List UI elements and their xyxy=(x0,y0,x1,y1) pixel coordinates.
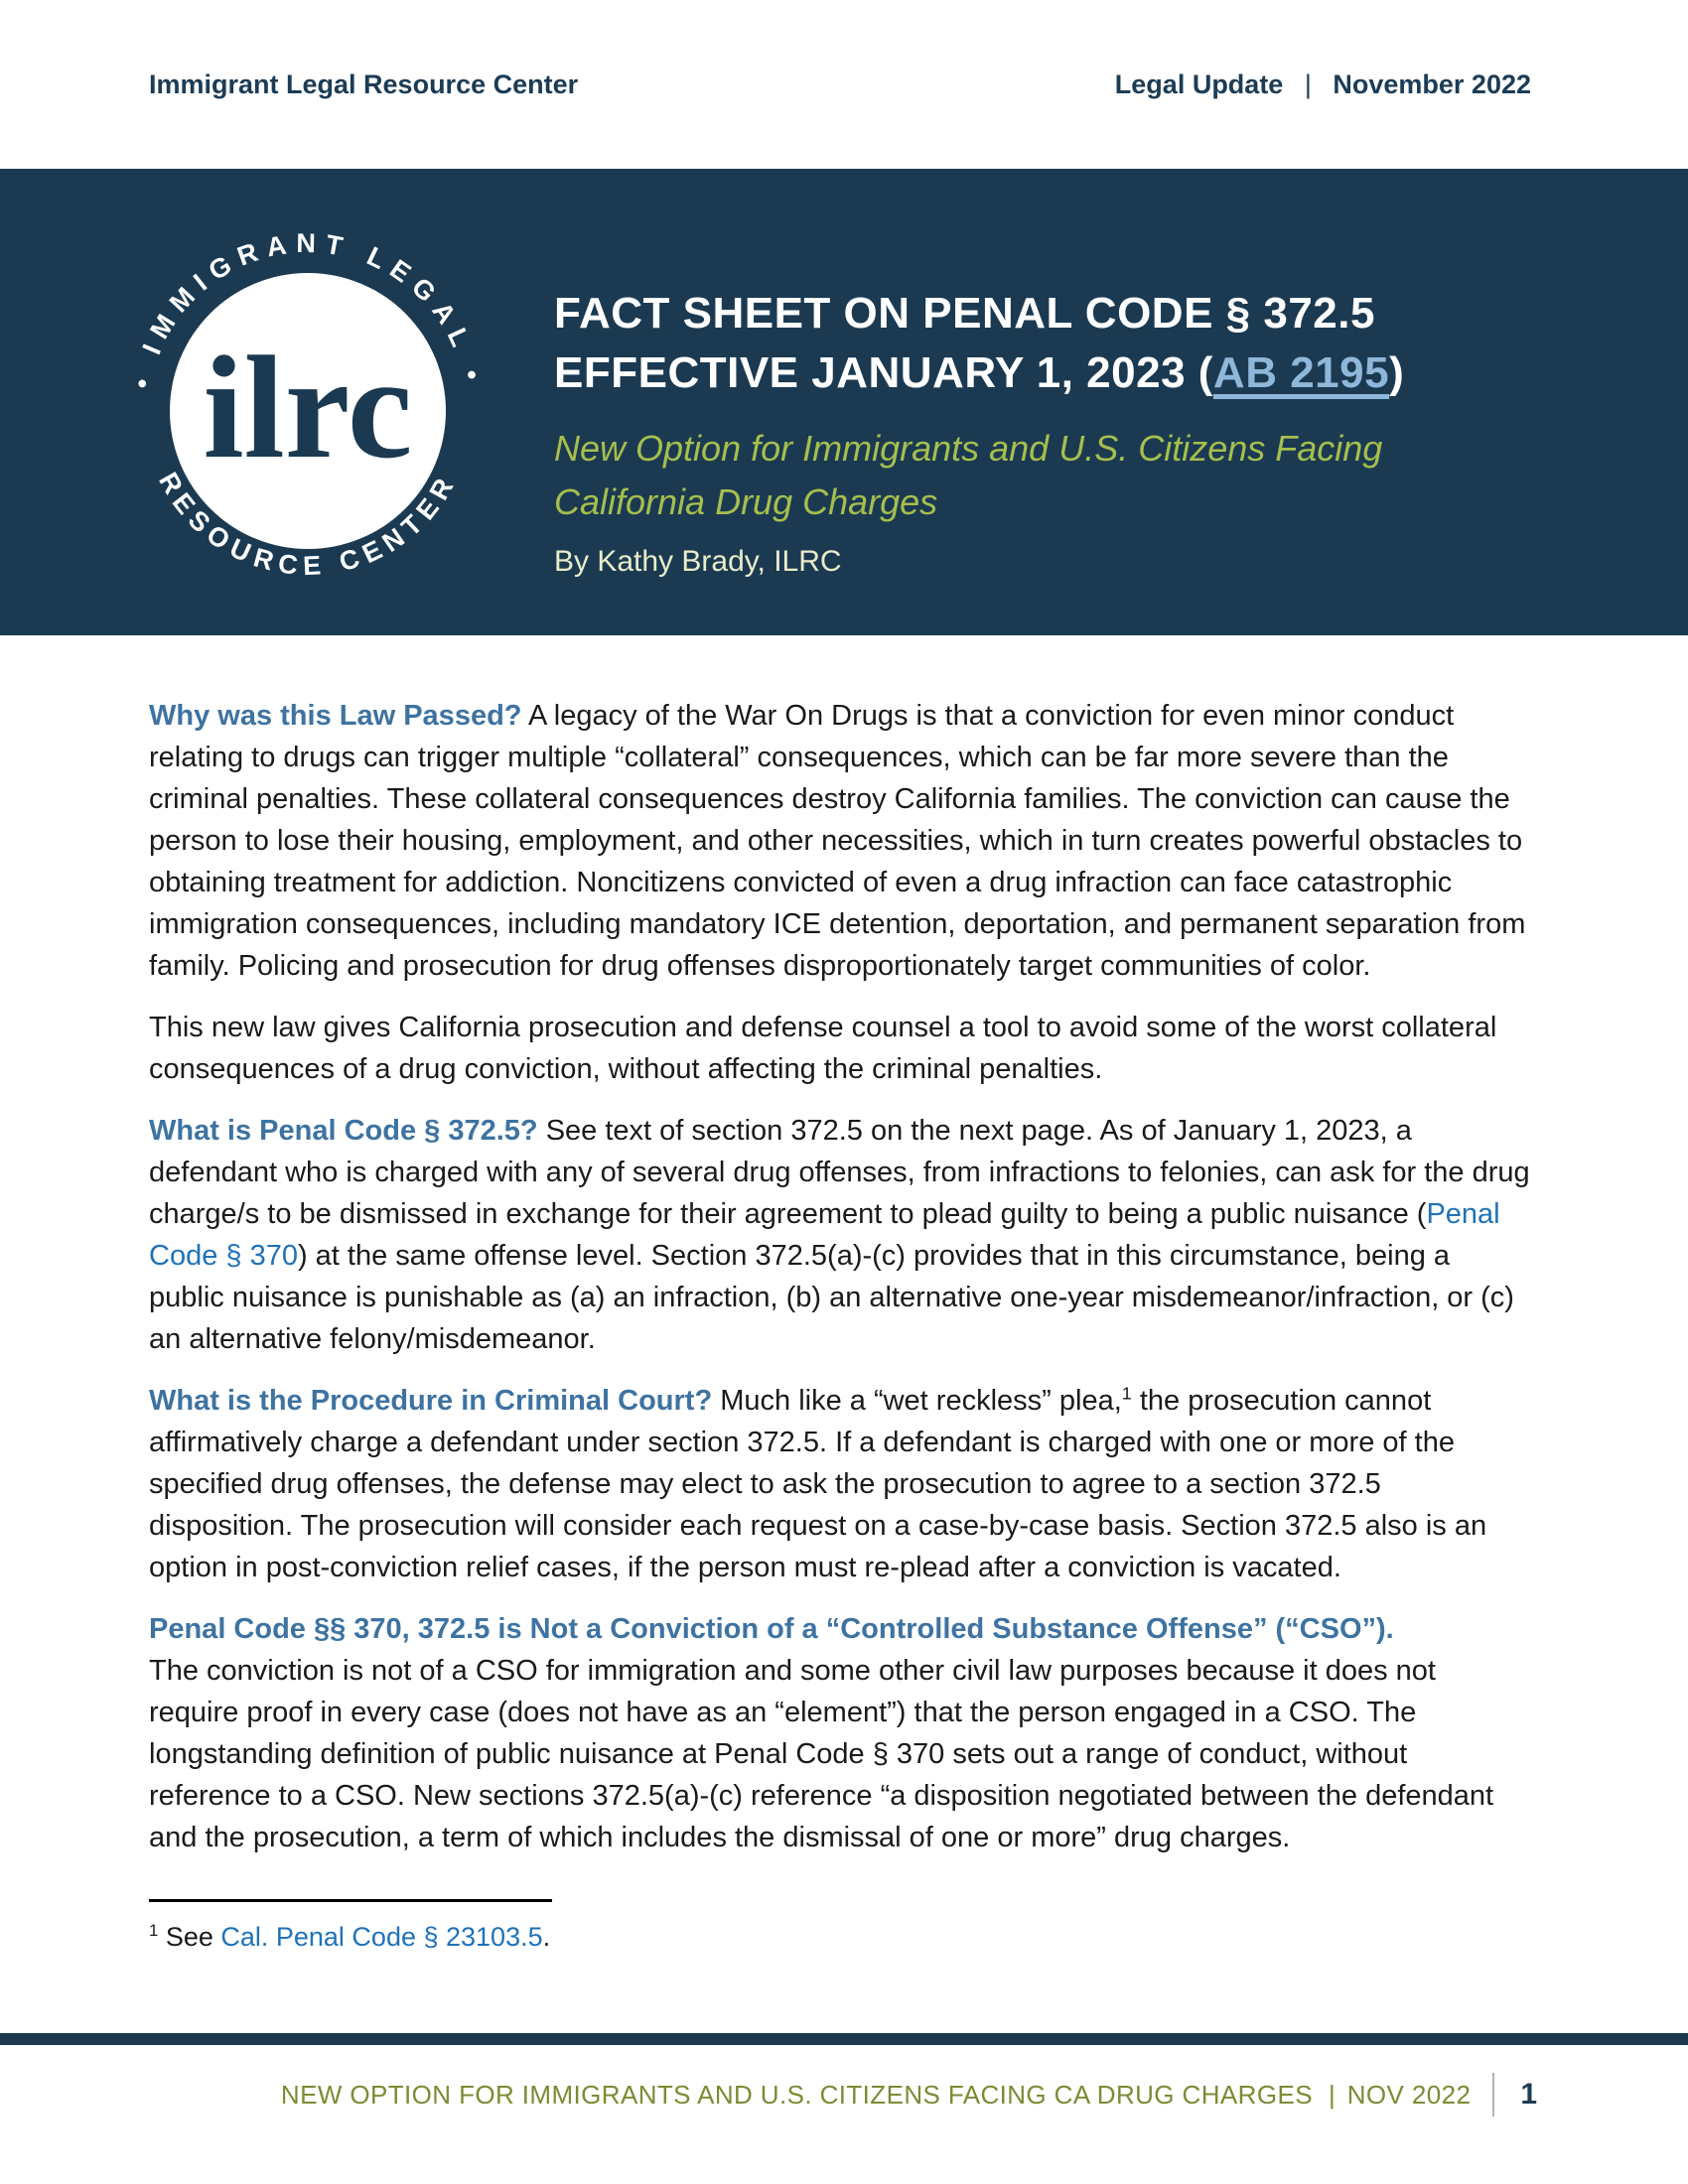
page-number: 1 xyxy=(1520,2078,1537,2111)
paragraph-not-a-cso xyxy=(149,1608,1531,1858)
footnote-reference-1[interactable]: 1 xyxy=(1121,1383,1132,1404)
title-banner xyxy=(0,169,1688,635)
paragraph-new-law-tool xyxy=(149,1007,1531,1090)
title-line-1: FACT SHEET ON PENAL CODE § 372.5 xyxy=(554,289,1375,338)
page-footer xyxy=(281,2073,1537,2116)
byline: By Kathy Brady, ILRC xyxy=(554,545,842,578)
document-title xyxy=(554,284,1557,403)
paragraph-what-is-372-5 xyxy=(149,1110,1531,1360)
paragraph-text: A legacy of the War On Drugs is that a conviction for even minor conduct relating to drugs can trigger multiple “collateral” consequences, which can be far more severe than the criminal penalties. These collateral consequences destroy California families. The conviction can cause the person to lose their housing, employment, and other necessities, which in turn creates powerful obstacles to obtaining treatment for addiction. Noncitizens convicted of even a drug infraction can face catastrophic immigration consequences, including mandatory ICE detention, deportation, and permanent separation from family. Policing and prosecution for drug offenses disproportionately target communities of color. xyxy=(149,700,1526,982)
inline-heading-what-is-372-5: What is Penal Code § 372.5? xyxy=(149,1115,538,1147)
paragraph-text: Much like a “wet reckless” plea, xyxy=(712,1385,1122,1417)
inline-heading-procedure: What is the Procedure in Criminal Court? xyxy=(149,1385,713,1417)
header-separator: | xyxy=(1304,69,1312,99)
footnote-1 xyxy=(149,1918,1043,1956)
paragraph-why-law-passed xyxy=(149,695,1531,987)
paragraph-procedure-criminal-court xyxy=(149,1380,1531,1588)
document-body xyxy=(149,695,1531,1878)
footnote-text: See xyxy=(158,1922,221,1952)
footnote-area xyxy=(149,1899,1043,1956)
org-name: Immigrant Legal Resource Center xyxy=(149,69,579,99)
header-meta xyxy=(1115,69,1531,100)
paragraph-text: The conviction is not of a CSO for immigration and some other civil law purposes because it does not require proof in every case (does not have as an “element”) that the person engaged in a CSO. The longstanding definition of public nuisance at Penal Code § 370 sets out a range of conduct, without reference to a CSO. New sections 372.5(a)-(c) reference “a disposition negotiated between the defendant and the prosecution, a term of which includes the dismissal of one or more” drug charges. xyxy=(149,1655,1494,1853)
paragraph-text: the prosecution cannot affirmatively charge a defendant under section 372.5. If a defendant is charged with one or more of the specified drug offenses, the defense may elect to ask the prosecution to agree to a section 372.5 disposition. The prosecution will consider each request on a case-by-case basis. Section 372.5 also is an option in post-conviction relief cases, if the person must re-plead after a conviction is vacated. xyxy=(149,1385,1487,1583)
logo-ring-bottom-text: RESOURCE CENTER xyxy=(153,467,463,582)
footer-date: NOV 2022 xyxy=(1346,2079,1472,2110)
ab-2195-link[interactable]: AB 2195 xyxy=(1212,348,1390,397)
logo-monogram: ilrc xyxy=(203,327,413,489)
ilrc-logo xyxy=(123,226,492,596)
logo-ring-top-text: • IMMIGRANT LEGAL • xyxy=(126,227,490,391)
inline-heading-not-a-cso: Penal Code §§ 370, 372.5 is Not a Conviction of a “Controlled Substance Offense” (“CSO”). xyxy=(149,1613,1394,1645)
cal-penal-code-23103-link[interactable]: Cal. Penal Code § 23103.5 xyxy=(220,1922,543,1952)
paragraph-text: This new law gives California prosecution and defense counsel a tool to avoid some of the worst collateral consequences of a drug conviction, without affecting the criminal penalties. xyxy=(149,1012,1497,1085)
title-line-2 xyxy=(554,343,1557,403)
banner-text-block xyxy=(554,284,1557,579)
footer-divider xyxy=(1492,2073,1494,2116)
paragraph-text: ) at the same offense level. Section 372.5(a)-(c) provides that in this circumstance, being a public nuisance is punishable as (a) an infraction, (b) an alternative one-year misdemeanor/infraction, or (c) an alternative felony/misdemeanor. xyxy=(149,1240,1514,1355)
footer-separator: | xyxy=(1328,2079,1336,2110)
title-line-2-text: EFFECTIVE JANUARY 1, 2023 ( xyxy=(554,348,1213,397)
footer-title: NEW OPTION FOR IMMIGRANTS AND U.S. CITIZENS FACING CA DRUG CHARGES xyxy=(280,2079,1313,2110)
footnote-period: . xyxy=(542,1922,551,1952)
header-date: November 2022 xyxy=(1333,69,1531,99)
document-subtitle: New Option for Immigrants and U.S. Citizens Facing California Drug Charges xyxy=(554,428,1383,522)
title-line-2-close: ) xyxy=(1389,348,1405,397)
footnote-marker: 1 xyxy=(149,1921,159,1940)
doc-type-label: Legal Update xyxy=(1114,69,1284,99)
paragraph-text: See text of section 372.5 on the next page. As of January 1, 2023, a defendant who is charged with any of several drug offenses, from infractions to felonies, can ask for the drug charge/s to be dismissed in exchange for their agreement to plead guilty to being a public nuisance ( xyxy=(149,1115,1530,1230)
inline-heading-why-law-passed: Why was this Law Passed? xyxy=(149,700,522,732)
penal-code-370-link[interactable]: Penal Code § 370 xyxy=(149,1198,1500,1272)
footnote-separator-rule xyxy=(149,1899,552,1902)
page-header xyxy=(149,69,1531,100)
footer-accent-bar xyxy=(0,2033,1688,2045)
